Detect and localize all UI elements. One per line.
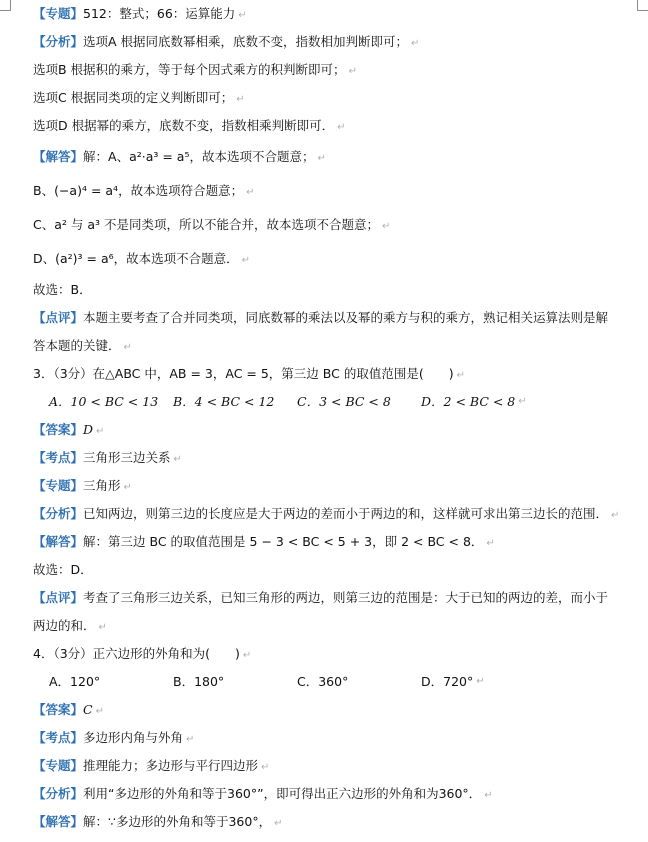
text-line <box>33 112 631 140</box>
paragraph-mark-icon: ↵ <box>242 650 252 661</box>
paragraph-mark-icon: ↵ <box>123 342 132 353</box>
solution-line <box>33 808 631 836</box>
choice-line: 故选：D． <box>33 562 93 577</box>
topic-text: 推理能力；多边形与平行四边形 <box>83 758 259 773</box>
answer-line <box>33 416 631 444</box>
knowledge-point-line <box>33 444 631 472</box>
text-line <box>33 84 631 112</box>
question-3-stem <box>33 360 631 388</box>
paragraph-mark-icon: ↵ <box>382 221 391 232</box>
paragraph-mark-icon: ↵ <box>476 676 485 687</box>
answer-tag: 【答案】 <box>33 702 84 717</box>
comment-line <box>33 584 631 612</box>
solution-text: 解：∵多边形的外角和等于360°， <box>83 814 272 829</box>
solution-c: C、a² 与 a³ 不是同类项，所以不能合并，故本选项不合题意； <box>33 217 379 232</box>
text-line <box>33 556 631 584</box>
paragraph-mark-icon: ↵ <box>186 734 195 745</box>
paragraph-mark-icon: ↵ <box>411 38 420 49</box>
text-line <box>33 174 631 208</box>
q4-option-c: C．360° <box>297 674 349 689</box>
answer-line <box>33 696 631 724</box>
paragraph-mark-icon: ↵ <box>246 187 255 198</box>
comment-text-continued: 答本题的关键． <box>33 338 121 353</box>
choice-line: 故选：B． <box>33 282 92 297</box>
topic-line <box>33 752 631 780</box>
analysis-tag: 【分析】 <box>33 506 84 521</box>
knowledge-point-line <box>33 724 631 752</box>
text-line <box>33 208 631 242</box>
paragraph-mark-icon: ↵ <box>337 122 346 133</box>
paragraph-mark-icon: ↵ <box>486 538 495 549</box>
paragraph-mark-icon: ↵ <box>611 510 620 521</box>
q4-option-d: D．720° <box>421 674 474 689</box>
solution-d: D、(a²)³ = a⁶，故本选项不合题意． <box>33 251 239 266</box>
paragraph-mark-icon: ↵ <box>261 762 270 773</box>
text-line <box>33 332 631 360</box>
paragraph-mark-icon: ↵ <box>456 370 465 381</box>
question-4-text: 4．（3分）正六边形的外角和为( ) <box>33 646 240 661</box>
text-line <box>33 612 631 640</box>
solution-line <box>33 528 631 556</box>
analysis-line <box>33 780 631 808</box>
paragraph-mark-icon: ↵ <box>348 66 357 77</box>
answer-tag: 【答案】 <box>33 422 84 437</box>
solution-tag: 【解答】 <box>33 149 84 164</box>
solution-text: 解：A、a²·a³ = a⁵，故本选项不合题意； <box>83 149 315 164</box>
paragraph-mark-icon: ↵ <box>173 454 182 465</box>
knowledge-point-tag: 【考点】 <box>33 450 84 465</box>
paragraph-mark-icon: ↵ <box>518 396 527 407</box>
topic-text: 三角形 <box>83 478 121 493</box>
knowledge-point-text: 三角形三边关系 <box>83 450 171 465</box>
crop-mark-top-left <box>0 0 11 11</box>
topic-line <box>33 472 631 500</box>
q3-option-b: B．4 < BC < 12 <box>173 394 275 409</box>
question-4-stem <box>33 640 631 668</box>
question-4-options <box>33 668 631 696</box>
comment-tag: 【点评】 <box>33 310 84 325</box>
q3-option-c: C．3 < BC < 8 <box>297 394 391 409</box>
option-b-rule: 选项B 根据积的乘方，等于每个因式乘方的积判断即可； <box>33 62 346 77</box>
comment-text: 考查了三角形三边关系，已知三角形的两边，则第三边的范围是：大于已知的两边的差，而小于 <box>83 590 609 605</box>
topic-tag: 【专题】 <box>33 6 84 21</box>
text-line <box>33 242 631 276</box>
analysis-line <box>33 500 631 528</box>
comment-tag: 【点评】 <box>33 590 84 605</box>
paragraph-mark-icon: ↵ <box>484 790 493 801</box>
paragraph-mark-icon: ↵ <box>98 622 107 633</box>
solution-tag: 【解答】 <box>33 534 84 549</box>
analysis-line <box>33 28 631 56</box>
paragraph-mark-icon: ↵ <box>238 10 247 21</box>
analysis-text: 选项A 根据同底数幂相乘，底数不变，指数相加判断即可； <box>83 34 409 49</box>
analysis-tag: 【分析】 <box>33 786 84 801</box>
paragraph-mark-icon: ↵ <box>96 426 105 437</box>
comment-text: 本题主要考查了合并同类项，同底数幂的乘法以及幂的乘方与积的乘方，熟记相关运算法则是解 <box>83 310 609 325</box>
document-page <box>33 0 631 836</box>
paragraph-mark-icon: ↵ <box>236 94 245 105</box>
text-line <box>33 276 631 304</box>
q3-option-d: D．2 < BC < 8 <box>421 394 516 409</box>
answer-value: C <box>83 702 93 717</box>
topic-text: 512：整式；66：运算能力 <box>83 6 236 21</box>
paragraph-mark-icon: ↵ <box>123 482 132 493</box>
option-d-rule: 选项D 根据幂的乘方，底数不变，指数相乘判断即可． <box>33 118 335 133</box>
analysis-tag: 【分析】 <box>33 34 84 49</box>
solution-text: 解：第三边 BC 的取值范围是 5 − 3 < BC < 5 + 3，即 2 < BC < 8． <box>83 534 484 549</box>
paragraph-mark-icon: ↵ <box>95 706 104 717</box>
q3-option-a: A．10 < BC < 13 <box>49 394 159 409</box>
analysis-text: 利用“多边形的外角和等于360°”，即可得出正六边形的外角和为360°． <box>83 786 482 801</box>
paragraph-mark-icon: ↵ <box>274 818 283 829</box>
q4-option-b: B．180° <box>173 674 225 689</box>
option-c-rule: 选项C 根据同类项的定义判断即可； <box>33 90 234 105</box>
paragraph-mark-icon: ↵ <box>317 153 326 164</box>
solution-b: B、(−a)⁴ = a⁴，故本选项符合题意； <box>33 183 244 198</box>
paragraph-mark-icon: ↵ <box>241 255 251 266</box>
solution-tag: 【解答】 <box>33 814 84 829</box>
question-3-text: 3．（3分）在△ABC 中，AB = 3，AC = 5，第三边 BC 的取值范围是( ) <box>33 366 454 381</box>
q4-option-a: A．120° <box>49 674 101 689</box>
comment-line <box>33 304 631 332</box>
knowledge-point-tag: 【考点】 <box>33 730 84 745</box>
text-line <box>33 56 631 84</box>
solution-line <box>33 140 631 174</box>
topic-tag: 【专题】 <box>33 758 84 773</box>
topic-line <box>33 0 631 28</box>
analysis-text: 已知两边，则第三边的长度应是大于两边的差而小于两边的和，这样就可求出第三边长的范围． <box>83 506 609 521</box>
knowledge-point-text: 多边形内角与外角 <box>83 730 184 745</box>
comment-text-continued: 两边的和． <box>33 618 96 633</box>
crop-mark-top-right <box>637 0 648 11</box>
topic-tag: 【专题】 <box>33 478 84 493</box>
answer-value: D <box>83 422 94 437</box>
question-3-options <box>33 388 631 416</box>
